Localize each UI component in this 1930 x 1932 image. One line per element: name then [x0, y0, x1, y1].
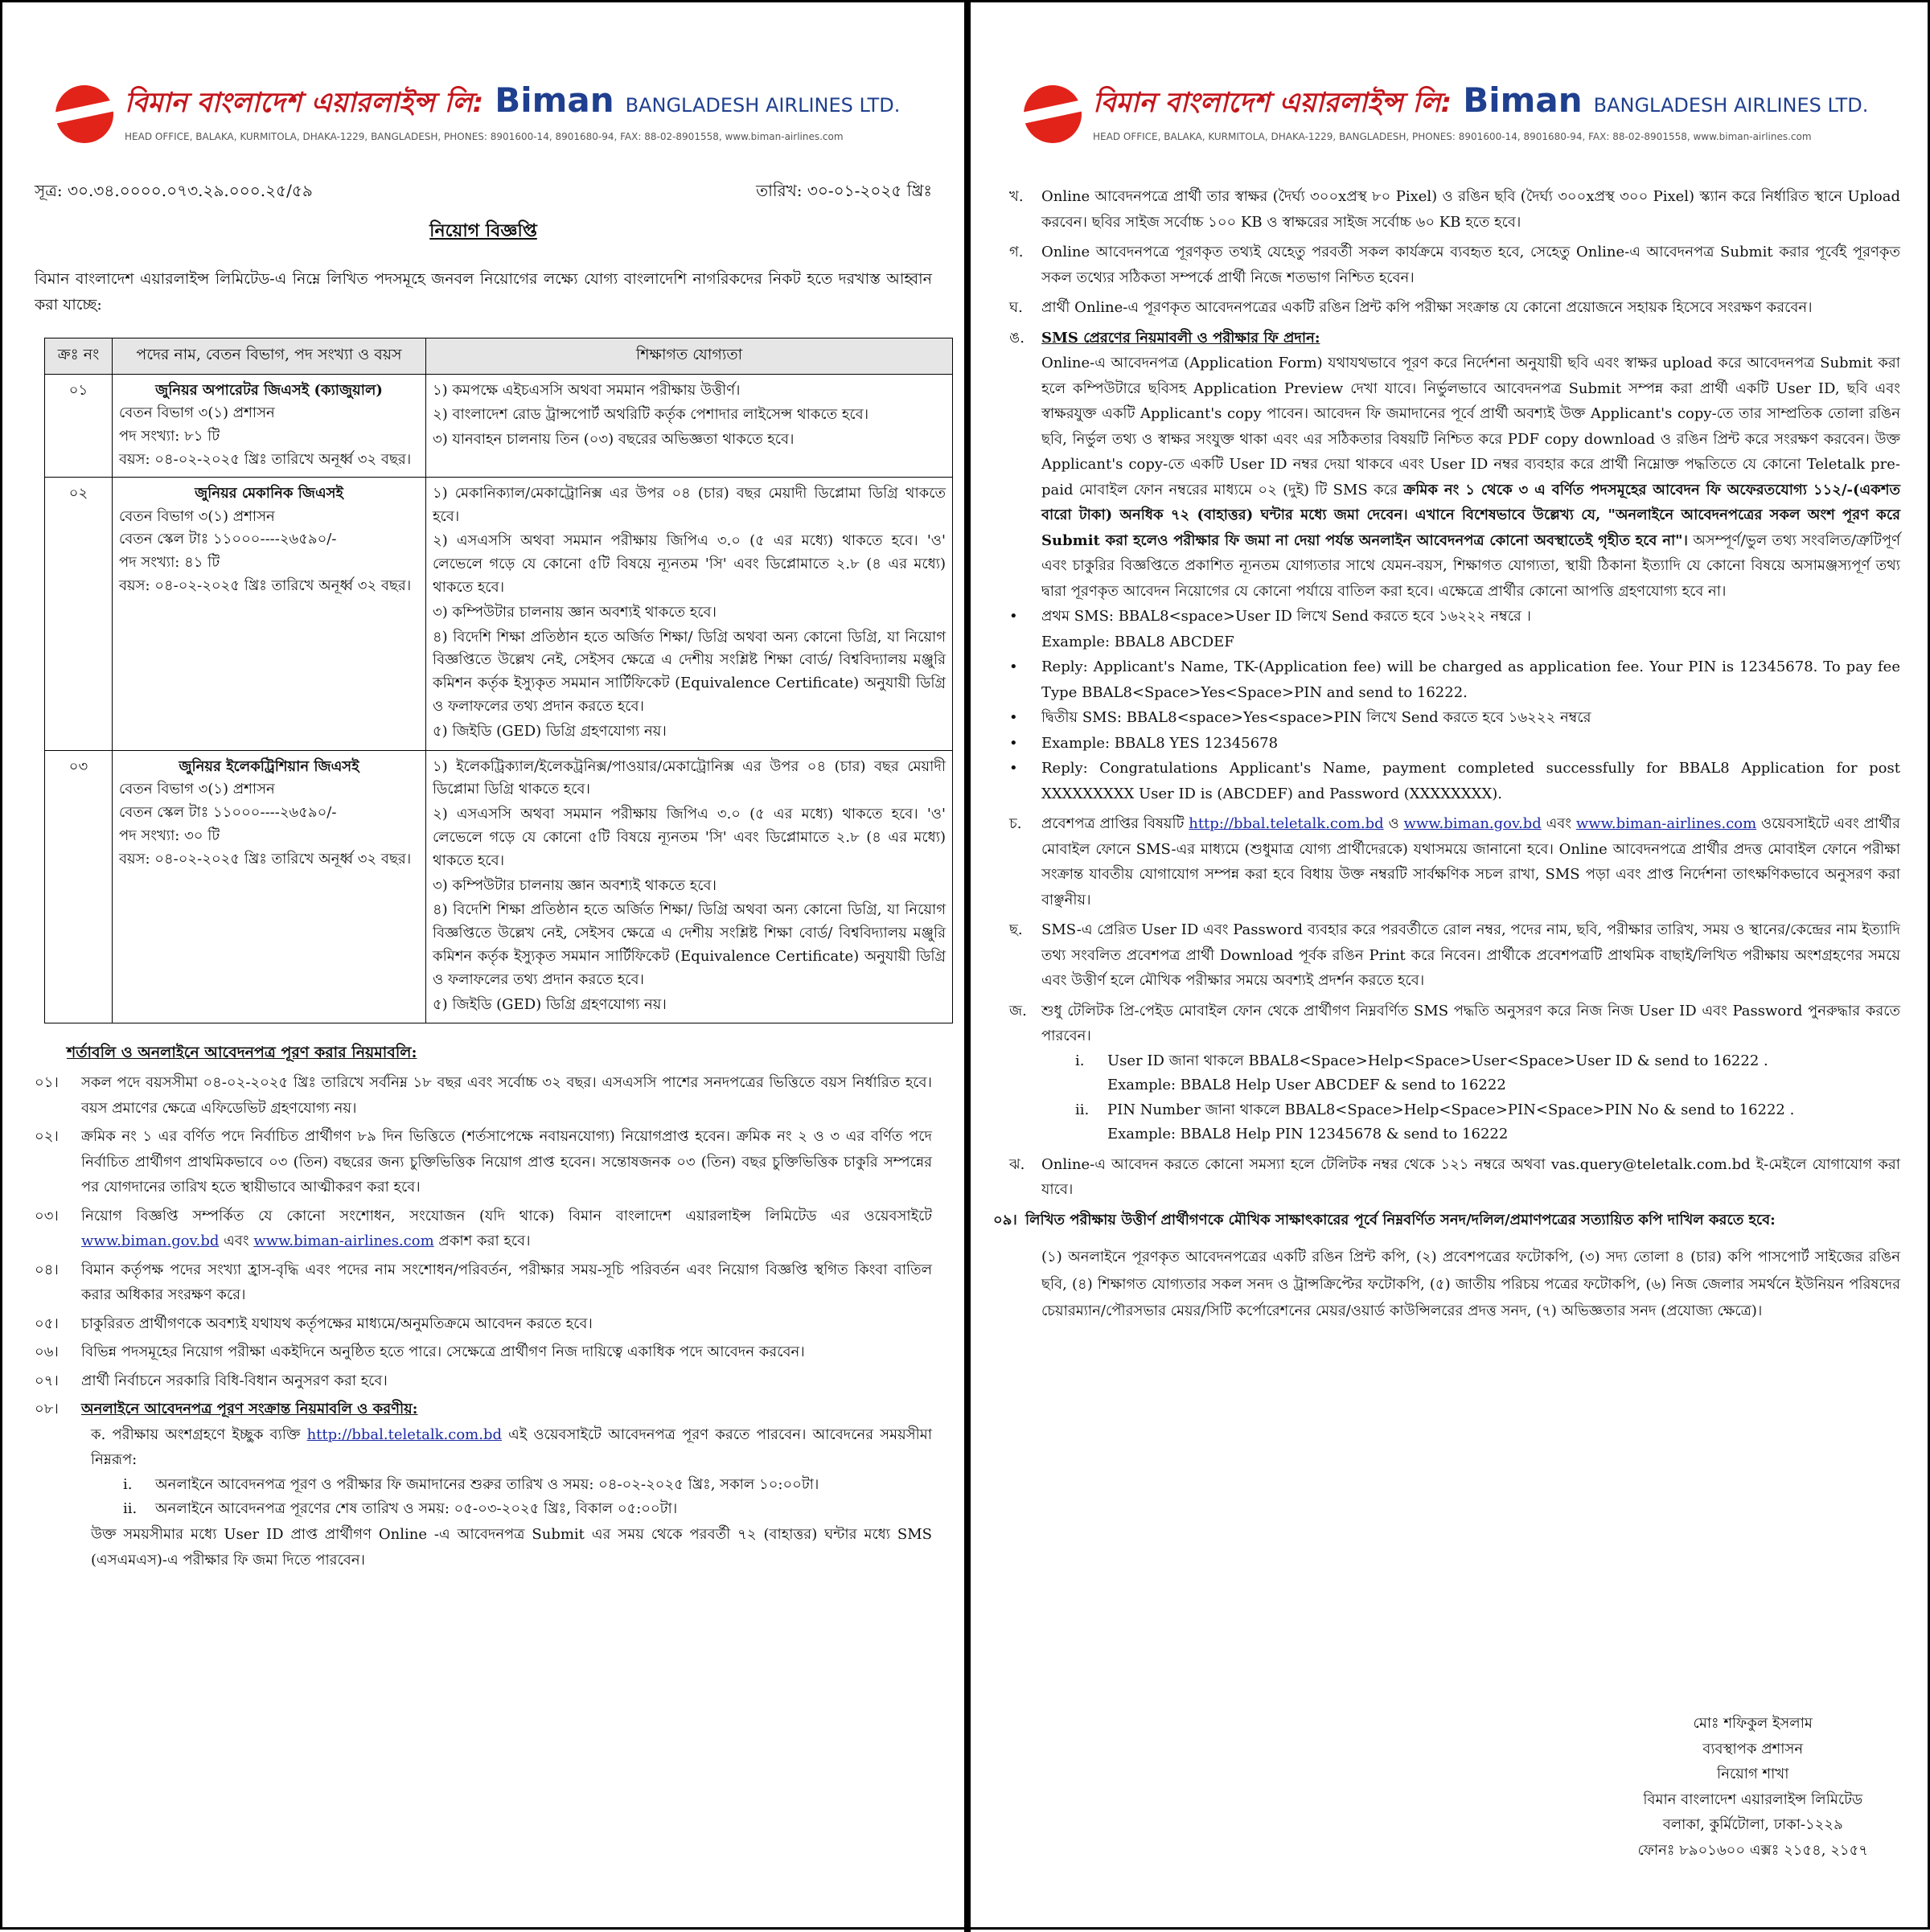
- letterhead-bangla-name: বিমান বাংলাদেশ এয়ারলাইন্স লি:: [125, 86, 484, 119]
- signature-block: [1637, 1711, 1868, 1863]
- table-row: [45, 750, 953, 1023]
- rules-title: শর্তাবলি ও অনলাইনে আবেদনপত্র পূরণ করার নিয়মাবলি:: [67, 1044, 417, 1062]
- rule-08-i: i. অনলাইনে আবেদনপত্র পূরণ ও পরীক্ষার ফি জমাদানের শুরুর তারিখ ও সময়: ০৪-০২-২০২৫ খ্রিঃ, সকাল ১০:০০টা।: [123, 1475, 819, 1493]
- post-detail: বেতন বিভাগ ৩(১) প্রশাসন: [119, 507, 275, 525]
- row-qualifications: [426, 477, 953, 750]
- biman-logo-icon: [51, 79, 115, 143]
- table-header-row: [45, 338, 953, 374]
- signatory-designation: ব্যবস্থাপক প্রশাসন: [1702, 1740, 1804, 1758]
- letterhead-biman: Biman: [1463, 80, 1583, 120]
- qualification-item: ৫) জিইডি (GED) ডিগ্রি গ্রহণযোগ্য নয়।: [433, 995, 667, 1013]
- col-post-info: পদের নাম, বেতন বিভাগ, পদ সংখ্যা ও বয়স: [113, 338, 426, 374]
- letterhead-bangla-name: বিমান বাংলাদেশ এয়ারলাইন্স লি:: [1093, 86, 1452, 119]
- row-post-info: [113, 750, 426, 1023]
- post-detail: বেতন বিভাগ ৩(১) প্রশাসন: [119, 781, 275, 798]
- item-kha: খ. Online আবেদনপত্রে প্রার্থী তার স্বাক্ষর (দৈর্ঘ্য ৩০০xপ্রস্থ ৮০ Pixel) ও রঙিন ছবি (দৈর্ঘ্য ৩০০xপ্রস্থ ৩০০ Pixel) স্ক্যান করে নির্ধারিত স্থানে Upload করবেন। ছবির সাইজ সর্বোচ্চ ১০০ KB ও স্বাক্ষরের সাইজ সর্বোচ্চ ৬০ KB হতে হবে।: [1009, 188, 1900, 231]
- post-detail: বেতন স্কেল টাঃ ১১০০০----২৬৫৯০/-: [119, 804, 337, 822]
- qualification-item: ৩) কম্পিউটার চালনায় জ্ঞান অবশ্যই থাকতে হবে।: [433, 603, 717, 621]
- page-left: [2, 2, 964, 1932]
- post-detail: পদ সংখ্যা: ৩০ টি: [119, 827, 220, 844]
- item-ja: জ. শুধু টেলিটক প্রি-পেইড মোবাইল ফোন থেকে প্রার্থীগণ নিম্নবর্ণিত SMS পদ্ধতি অনুসরণ করে নিজ নিজ User ID এবং Password পুনরুদ্ধার করতে পারবেন।: [1009, 1002, 1900, 1044]
- qualification-item: ২) বাংলাদেশ রোড ট্রান্সপোর্ট অথরিটি কর্তৃক পেশাদার লাইসেন্স থাকতে হবে।: [433, 406, 869, 424]
- teletalk-link[interactable]: http://bbal.teletalk.com.bd: [306, 1425, 503, 1443]
- notice-intro: বিমান বাংলাদেশ এয়ারলাইন্স লিমিটেড-এ নিম্নে লিখিত পদসমূহে জনবল নিয়োগের লক্ষ্যে যোগ্য বাংলাদেশি নাগরিকদের নিকট হতে দরখাস্ত আহ্বান করা যাচ্ছে:: [35, 270, 932, 314]
- biman-gov-link[interactable]: www.biman.gov.bd: [81, 1233, 220, 1250]
- letterhead-english-name: BANGLADESH AIRLINES LTD.: [1593, 93, 1869, 117]
- signatory-org: বিমান বাংলাদেশ এয়ারলাইন্স লিমিটেড: [1643, 1790, 1863, 1808]
- post-detail: বেতন বিভাগ ৩(১) প্রশাসন: [119, 404, 275, 422]
- letterhead-address: HEAD OFFICE, BALAKA, KURMITOLA, DHAKA-1229, BANGLADESH, PHONES: 8901600-14, 8901680-94, FAX: 88-02-8901558, www.biman-airlines.com: [125, 130, 844, 142]
- rule-07: ০৭। প্রার্থী নির্বাচনে সরকারি বিধি-বিধান অনুসরণ করা হবে।: [35, 1372, 388, 1389]
- rule-08-ii: ii. অনলাইনে আবেদনপত্র পূরণের শেষ তারিখ ও সময়: ০৫-০৩-২০২৫ খ্রিঃ, বিকাল ০৫:০০টা।: [123, 1500, 678, 1518]
- row-serial: ০৩: [45, 750, 113, 1023]
- post-name: জুনিয়র মেকানিক জিএসই: [195, 484, 343, 502]
- qualification-item: ২) এসএসসি অথবা সমমান পরীক্ষায় জিপিএ ৩.০ (৫ এর মধ্যে) থাকতে হবে। 'ও' লেভেলে গড়ে যে কোনো ৫টি বিষয়ে ন্যূনতম 'সি' এবং ডিপ্লোমাতে ২.৮ (৪ এর মধ্যে) থাকতে হবে।: [433, 806, 946, 869]
- item-ja-ii: ii. PIN Number জানা থাকলে BBAL8<Space>Help<Space>PIN<Space>PIN No & send to 16222 . Example: BBAL8 Help PIN 12345678 & send to 16222: [1075, 1101, 1795, 1143]
- qualification-item: ৩) যানবাহন চালনায় তিন (০৩) বছরের অভিজ্ঞতা থাকতে হবে।: [433, 431, 795, 449]
- posts-table: [44, 338, 953, 1024]
- sms-bullet-4: • Example: BBAL8 YES 12345678: [1009, 734, 1279, 752]
- item-jha: ঝ. Online-এ আবেদন করতে কোনো সমস্যা হলে টেলিটক নম্বর থেকে ১২১ নম্বরে অথবা vas.query@teletalk.com.bd ই-মেইলে যোগাযোগ করা যাবে।: [1009, 1155, 1900, 1199]
- biman-logo-icon: [1019, 79, 1083, 143]
- row-post-info: [113, 477, 426, 750]
- biman-airlines-link[interactable]: www.biman-airlines.com: [1575, 815, 1757, 832]
- table-row: [45, 374, 953, 477]
- sms-bullet-1: • প্রথম SMS: BBAL8<space>User ID লিখে Send করতে হবে ১৬২২২ নম্বরে ।: [1009, 608, 1531, 625]
- row-qualifications: [426, 374, 953, 477]
- rule-08-ka: ক. পরীক্ষায় অংশগ্রহণে ইচ্ছুক ব্যক্তি http://bbal.teletalk.com.bd এই ওয়েবসাইটে আবেদনপত্র পূরণ করতে পারবেন। আবেদনের সময়সীমা নিম্নরূপ:: [91, 1425, 932, 1469]
- post-detail: বয়স: ০৪-০২-২০২৫ খ্রিঃ তারিখে অনূর্ধ্ব ৩২ বছর।: [119, 450, 412, 468]
- item-chha: ছ. SMS-এ প্রেরিত User ID এবং Password ব্যবহার করে পরবর্তীতে রোল নম্বর, পদের নাম, ছবি, পরীক্ষার তারিখ, সময় ও স্থানের/কেন্দ্রের নাম ইত্যাদি তথ্য সংবলিত প্রবেশপত্র প্রার্থী Download পূর্বক রঙিন Print করে নিবেন। প্রার্থীকে প্রবেশপত্রটি প্রাথমিক বাছাই/লিখিত পরীক্ষায় অংশগ্রহণের সময়ে এবং উত্তীর্ণ হলে মৌখিক পরীক্ষার সময়ে অবশ্যই প্রদর্শন করতে হবে।: [1009, 921, 1900, 989]
- col-qualification: শিক্ষাগত যোগ্যতা: [426, 338, 953, 374]
- letterhead-biman: Biman: [495, 80, 614, 120]
- item-gha: ঘ. প্রার্থী Online-এ পূরণকৃত আবেদনপত্রের একটি রঙিন প্রিন্ট কপি পরীক্ষা সংক্রান্ত যে কোনো প্রয়োজনে সহায়ক হিসেবে সংরক্ষণ করবেন।: [1009, 299, 1813, 316]
- signatory-address: বলাকা, কুর্মিটোলা, ঢাকা-১২২৯: [1662, 1816, 1843, 1833]
- sms-bullet-3: • দ্বিতীয় SMS: BBAL8<space>Yes<space>PIN লিখে Send করতে হবে ১৬২২২ নম্বরে: [1009, 709, 1591, 726]
- rule-08: ০৮। অনলাইনে আবেদনপত্র পূরণ সংক্রান্ত নিয়মাবলি ও করণীয়:: [35, 1401, 418, 1418]
- post-detail: বয়স: ০৪-০২-২০২৫ খ্রিঃ তারিখে অনূর্ধ্ব ৩২ বছর।: [119, 850, 412, 868]
- row-serial: ০১: [45, 374, 113, 477]
- reference-number: সূত্র: ৩০.৩৪.০০০০.০৭৩.২৯.০০০.২৫/৫৯: [35, 181, 313, 200]
- qualification-item: ২) এসএসসি অথবা সমমান পরীক্ষায় জিপিএ ৩.০ (৫ এর মধ্যে) থাকতে হবে। 'ও' লেভেলে গড়ে যে কোনো ৫টি বিষয়ে ন্যূনতম 'সি' এবং ডিপ্লোমাতে ২.৮ (৪ এর মধ্যে) থাকতে হবে।: [433, 532, 946, 596]
- qualification-item: ১) মেকানিক্যাল/মেকাট্রোনিক্স এর উপর ০৪ (চার) বছর মেয়াদী ডিপ্লোমা ডিগ্রি থাকতে হবে।: [433, 484, 946, 525]
- biman-gov-link[interactable]: www.biman.gov.bd: [1403, 815, 1542, 832]
- item-nga: ঙ. SMS প্রেরণের নিয়মাবলী ও পরীক্ষার ফি প্রদান:: [1009, 329, 1320, 347]
- signatory-branch: নিয়োগ শাখা: [1717, 1766, 1789, 1782]
- post-name: জুনিয়র ইলেকট্রিশিয়ান জিএসই: [179, 757, 359, 775]
- letterhead-right: [1019, 67, 1900, 155]
- rule-04: ০৪। বিমান কর্তৃপক্ষ পদের সংখ্যা হ্রাস-বৃদ্ধি এবং পদের নাম সংশোধন/পরিবর্তন, পরীক্ষার সময়-সূচি পরিবর্তন এবং নিয়োগ বিজ্ঞপ্তি স্থগিত কিংবা বাতিল করার অধিকার সংরক্ষণ করে।: [35, 1261, 932, 1304]
- rule-02: ০২। ক্রমিক নং ১ এর বর্ণিত পদে নির্বাচিত প্রার্থীগণ ৮৯ দিন ভিত্তিতে (শর্তসাপেক্ষে নবায়নযোগ্য) নিয়োগপ্রাপ্ত হবেন। ক্রমিক নং ২ ও ৩ এর বর্ণিত পদে নির্বাচিত প্রার্থীগণ প্রাথমিকভাবে ০৩ (তিন) বছরের জন্য চুক্তিভিত্তিক নিয়োগ প্রাপ্ত হবেন। সন্তোষজনক ০৩ (তিন) বছর চুক্তিভিত্তিক চাকুরি সম্পন্নের পর যোগদানের তারিখ হতে স্থায়ীভাবে আত্মীকরণ করা হবে।: [35, 1128, 932, 1196]
- page-right: [971, 2, 1930, 1932]
- item-cha: চ. প্রবেশপত্র প্রাপ্তির বিষয়টি http://bbal.teletalk.com.bd ও www.biman.gov.bd এবং www.biman-airlines.com ওয়েবসাইটে এবং প্রার্থীর মোবাইল ফোনে SMS-এর মাধ্যমে (শুধুমাত্র যোগ্য প্রার্থীদেরকে) যথাসময়ে জানানো হবে। Online আবেদনপত্রে প্রার্থীর প্রদত্ত মোবাইল ফোনে পরীক্ষা সংক্রান্ত যাবতীয় যোগাযোগ সম্পন্ন করা হবে বিধায় উক্ত নম্বরটি সার্বক্ষণিক সচল রাখা, SMS পড়া এবং প্রাপ্ত নির্দেশনা তাৎক্ষণিকভাবে অনুসরণ করা বাঞ্ছনীয়।: [1009, 815, 1900, 909]
- letterhead-address: HEAD OFFICE, BALAKA, KURMITOLA, DHAKA-1229, BANGLADESH, PHONES: 8901600-14, 8901680-94, FAX: 88-02-8901558, www.biman-airlines.com: [1093, 130, 1812, 142]
- post-detail: পদ সংখ্যা: ৪১ টি: [119, 554, 220, 572]
- rule-03: ০৩। নিয়োগ বিজ্ঞপ্তি সম্পর্কিত যে কোনো সংশোধন, সংযোজন (যদি থাকে) বিমান বাংলাদেশ এয়ারলাইন্স লিমিটেড এর ওয়েবসাইটে www.biman.gov.bd এবং www.biman-airlines.com প্রকাশ করা হবে।: [35, 1207, 932, 1250]
- row-post-info: [113, 374, 426, 477]
- post-detail: বেতন স্কেল টাঃ ১১০০০----২৬৫৯০/-: [119, 531, 337, 548]
- row-qualifications: [426, 750, 953, 1023]
- page-divider: [964, 2, 971, 1932]
- post-name: জুনিয়র অপারেটর জিএসই (ক্যাজুয়াল): [155, 381, 383, 399]
- teletalk-link[interactable]: http://bbal.teletalk.com.bd: [1189, 815, 1384, 832]
- letterhead-english-name: BANGLADESH AIRLINES LTD.: [625, 93, 901, 117]
- item-ga: গ. Online আবেদনপত্রে পূরণকৃত তথ্যই যেহেতু পরবর্তী সকল কার্যক্রমে ব্যবহৃত হবে, সেহেতু Online-এ আবেদনপত্র Submit করার পূর্বেই পূরণকৃত সকল তথ্যের সঠিকতা সম্পর্কে প্রার্থী নিজে শতভাগ নিশ্চিত হবেন।: [1009, 244, 1900, 286]
- signatory-name: মোঃ শফিকুল ইসলাম: [1693, 1715, 1813, 1732]
- post-detail: বয়স: ০৪-০২-২০২৫ খ্রিঃ তারিখে অনূর্ধ্ব ৩২ বছর।: [119, 576, 412, 594]
- required-documents: (১) অনলাইনে পূরণকৃত আবেদনপত্রের একটি রঙিন প্রিন্ট কপি, (২) প্রবেশপত্রের ফটোকপি, (৩) সদ্য তোলা ৪ (চার) কপি পাসপোর্ট সাইজের রঙিন ছবি, (৪) শিক্ষাগত যোগ্যতার সকল সনদ ও ট্রান্সক্রিপ্টের ফটোকপি, (৫) জাতীয় পরিচয় পত্রের ফটোকপি, (৬) নিজ জেলার সমর্থনে ইউনিয়ন পরিষদের চেয়ারম্যান/পৌরসভার মেয়র/সিটি কর্পোরেশনের মেয়র/ওয়ার্ড কাউন্সিলরের প্রদত্ত সনদ, (৭) অভিজ্ঞতার সনদ (প্রযোজ্য ক্ষেত্রে)।: [1041, 1249, 1900, 1319]
- sms-rules-text: Online-এ আবেদনপত্র (Application Form) যথাযথভাবে পূরণ করে নির্দেশনা অনুযায়ী ছবি এবং স্বাক্ষর upload করে আবেদনপত্র Submit করা হলে কম্পিউটারে ছবিসহ Application Preview দেখা যাবে। নির্ভুলভাবে আবেদনপত্র Submit সম্পন্ন করা প্রার্থী একটি User ID, ছবি এবং স্বাক্ষরযুক্ত একটি Applicant's copy পাবেন। আবেদন ফি জমাদানের পূর্বে প্রার্থী অবশ্যই উক্ত Applicant's copy-তে তার সাম্প্রতিক তোলা রঙিন ছবি, নির্ভুল তথ্য ও স্বাক্ষর সংযুক্ত থাকা এবং এর সঠিকতার বিষয়টি নিশ্চিত করে PDF copy download ও রঙিন প্রিন্ট করে সংরক্ষণ করবেন। উক্ত Applicant's copy-তে একটি User ID নম্বর দেয়া থাকবে এবং User ID নম্বর ব্যবহার করে প্রার্থী নিম্নোক্ত পদ্ধতিতে যে কোনো Teletalk pre-paid মোবাইল ফোন নম্বরের মাধ্যমে ০২ (দুই) টি SMS করে ক্রমিক নং ১ থেকে ৩ এ বর্ণিত পদসমূহের আবেদন ফি অফেরতযোগ্য ১১২/-(একশত বারো টাকা) অনধিক ৭২ (বাহাত্তর) ঘন্টার মধ্যে জমা দেবেন। এখানে বিশেষভাবে উল্লেখ্য যে, "অনলাইনে আবেদনপত্রের সকল অংশ পূরণ করে Submit করা হলেও পরীক্ষার ফি জমা না দেয়া পর্যন্ত অনলাইন আবেদনপত্র কোনো অবস্থাতেই গৃহীত হবে না"। অসম্পূর্ণ/ভুল তথ্য সংবলিত/ত্রুটিপূর্ণ এবং চাকুরির বিজ্ঞপ্তিতে প্রকাশিত ন্যূনতম যোগ্যতার সাথে যেমন-বয়স, শিক্ষাগত যোগ্যতা, স্থায়ী ঠিকানা ইত্যাদি যে কোনো বিষয়ে অসামঞ্জস্যপূর্ণ তথ্য দ্বারা পূরণকৃত আবেদন নিয়োগের যে কোনো পর্যায়ে বাতিল করা হবে। এক্ষেত্রে প্রার্থীর কোনো আপত্তি গ্রহণযোগ্য হবে না।: [1041, 355, 1900, 600]
- rule-05: ০৫। চাকুরিরত প্রার্থীগণকে অবশ্যই যথাযথ কর্তৃপক্ষের মাধ্যমে/অনুমতিক্রমে আবেদন করতে হবে।: [35, 1315, 593, 1332]
- qualification-item: ৪) বিদেশি শিক্ষা প্রতিষ্ঠান হতে অর্জিত শিক্ষা/ ডিগ্রি অথবা অন্য কোনো ডিগ্রি, যা নিয়োগ বিজ্ঞপ্তিতে উল্লেখ নেই, সেইসব ক্ষেত্রে এ দেশীয় সংশ্লিষ্ট শিক্ষা বোর্ড/ বিশ্ববিদ্যালয় মঞ্জুরি কমিশন কর্তৃক ইস্যুকৃত সমমান সার্টিফিকেট (Equivalence Certificate) অনুযায়ী ডিগ্রি ও ফলাফলের তথ্য প্রদান করতে হবে।: [433, 628, 946, 715]
- qualification-item: ৪) বিদেশি শিক্ষা প্রতিষ্ঠান হতে অর্জিত শিক্ষা/ ডিগ্রি অথবা অন্য কোনো ডিগ্রি, যা নিয়োগ বিজ্ঞপ্তিতে উল্লেখ নেই, সেইসব ক্ষেত্রে এ দেশীয় সংশ্লিষ্ট শিক্ষা বোর্ড/ বিশ্ববিদ্যালয় মঞ্জুরি কমিশন কর্তৃক ইস্যুকৃত সমমান সার্টিফিকেট (Equivalence Certificate) অনুযায়ী ডিগ্রি ও ফলাফলের তথ্য প্রদান করতে হবে।: [433, 901, 946, 988]
- letterhead: [51, 67, 932, 155]
- qualification-item: ৫) জিইডি (GED) ডিগ্রি গ্রহণযোগ্য নয়।: [433, 722, 667, 740]
- col-serial: ক্রঃ নং: [45, 338, 113, 374]
- sms-example-1: Example: BBAL8 ABCDEF: [1041, 633, 1234, 650]
- item-ja-i: i. User ID জানা থাকলে BBAL8<Space>Help<Space>User<Space>User ID & send to 16222 . Example: BBAL8 Help User ABCDEF & send to 16222: [1075, 1052, 1768, 1094]
- rule-06: ০৬। বিভিন্ন পদসমূহের নিয়োগ পরীক্ষা একইদিনে অনুষ্ঠিত হতে পারে। সেক্ষেত্রে প্রার্থীগণ নিজ দায়িত্বে একাধিক পদে আবেদন করবেন।: [35, 1343, 805, 1361]
- signatory-phone: ফোনঃ ৮৯০১৬০০ এক্সঃ ২১৫৪, ২১৫৭: [1637, 1841, 1868, 1859]
- qualification-item: ১) ইলেকট্রিক্যাল/ইলেকট্রনিক্স/পাওয়ার/মেকাট্রোনিক্স এর উপর ০৪ (চার) বছর মেয়াদী ডিপ্লোমা ডিগ্রি থাকতে হবে।: [433, 757, 946, 798]
- reference-row: [35, 179, 932, 206]
- notice-date: তারিখ: ৩০-০১-২০২৫ খ্রিঃ: [756, 181, 932, 200]
- biman-airlines-link[interactable]: www.biman-airlines.com: [253, 1233, 434, 1250]
- qualification-item: ৩) কম্পিউটার চালনায় জ্ঞান অবশ্যই থাকতে হবে।: [433, 876, 717, 894]
- table-row: [45, 477, 953, 750]
- rule-08-sms-note: উক্ত সময়সীমার মধ্যে User ID প্রাপ্ত প্রার্থীগণ Online -এ আবেদনপত্র Submit এর সময় থেকে পরবর্তী ৭২ (বাহাত্তর) ঘন্টার মধ্যে SMS (এসএমএস)-এ পরীক্ষার ফি জমা দিতে পারবেন।: [91, 1526, 932, 1569]
- notice-title: নিয়োগ বিজ্ঞপ্তি: [429, 220, 537, 241]
- sms-bullet-5: • Reply: Congratulations Applicant's Name, payment completed successfully for BBAL8 Application for post XXXXXXXXX User ID is (ABCDEF) and Password (XXXXXXXX).: [1009, 760, 1900, 802]
- post-detail: পদ সংখ্যা: ৮১ টি: [119, 428, 220, 445]
- rule-01: ০১। সকল পদে বয়সসীমা ০৪-০২-২০২৫ খ্রিঃ তারিখে সর্বনিম্ন ১৮ বছর এবং সর্বোচ্চ ৩২ বছর। এসএসসি পাশের সনদপত্রের ভিত্তিতে বয়স নির্ধারিত হবে। বয়স প্রমাণের ক্ষেত্রে এফিডেভিট গ্রহণযোগ্য নয়।: [35, 1074, 932, 1117]
- rule-09: ০৯। লিখিত পরীক্ষায় উত্তীর্ণ প্রার্থীগণকে মৌখিক সাক্ষাৎকারের পূর্বে নিম্নবর্ণিত সনদ/দলিল/প্রমাণপত্রের সত্যায়িত কপি দাখিল করতে হবে:: [993, 1211, 1776, 1229]
- sms-bullet-2: • Reply: Applicant's Name, TK-(Application fee) will be charged as application fee. Your PIN is 12345678. To pay fee Type BBAL8<Space>Yes<Space>PIN and send to 16222.: [1009, 658, 1900, 701]
- qualification-item: ১) কমপক্ষে এইচএসসি অথবা সমমান পরীক্ষায় উত্তীর্ণ।: [433, 381, 741, 399]
- row-serial: ০২: [45, 477, 113, 750]
